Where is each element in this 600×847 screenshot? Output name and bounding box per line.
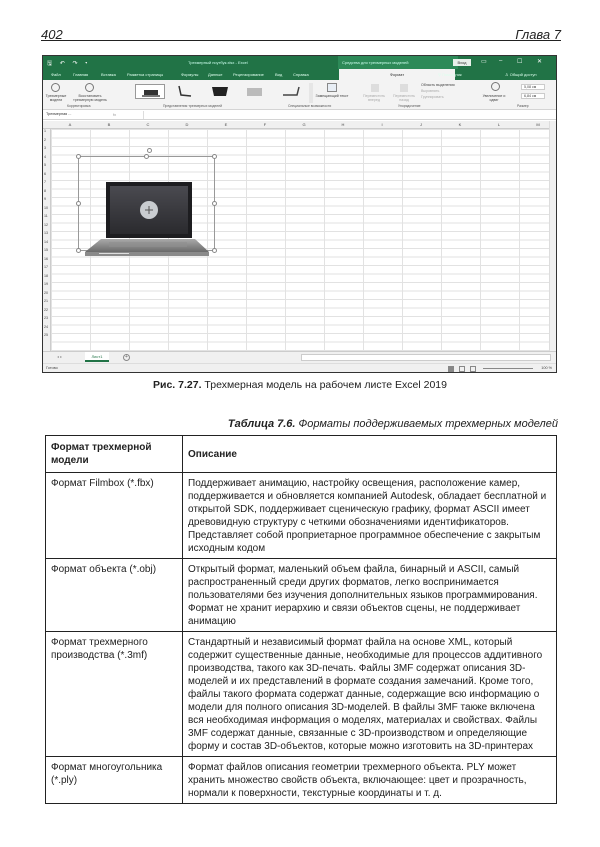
resize-handle[interactable] (76, 154, 81, 159)
excel-titlebar (43, 56, 556, 69)
excel-screenshot (42, 55, 557, 373)
vertical-scrollbar[interactable] (549, 121, 556, 351)
row-header[interactable]: 23 (44, 316, 48, 320)
row-header[interactable]: 15 (44, 248, 48, 252)
table-row (46, 473, 557, 559)
table-caption-text: Форматы поддерживаемых трехмерных моделей (295, 418, 558, 430)
maximize-icon[interactable]: ☐ (517, 59, 523, 65)
minimize-icon[interactable]: – (499, 58, 503, 64)
row-header[interactable]: 21 (44, 299, 48, 303)
page-layout-view-icon[interactable] (459, 366, 465, 372)
header-description: Описание (183, 436, 557, 473)
group-views-label: Представления трехмерных моделей (163, 104, 222, 108)
selection-pane-button[interactable]: Область выделения (421, 83, 455, 87)
format-cell: Формат объекта (*.obj) (46, 559, 183, 632)
page-break-view-icon[interactable] (470, 366, 476, 372)
group-accessibility-label: Специальные возможности (288, 104, 332, 108)
group-arrange-label: Упорядочение (398, 104, 421, 108)
send-backward-icon (400, 84, 408, 92)
tab-formulas[interactable]: Формулы (181, 72, 199, 77)
alt-text-button[interactable]: Замещающий текст (315, 94, 349, 98)
row-header[interactable]: 16 (44, 256, 48, 261)
formula-bar (43, 110, 556, 120)
share-button[interactable]: ♙ Общий доступ (505, 72, 537, 77)
resize-handle[interactable] (212, 248, 217, 253)
row-header[interactable]: 22 (44, 307, 48, 312)
status-bar (43, 363, 557, 373)
formula-input[interactable] (143, 111, 550, 119)
tab-format[interactable]: Формат (339, 69, 455, 80)
laptop-3d-model[interactable] (81, 182, 211, 260)
formats-table (45, 435, 557, 804)
row-header[interactable]: 12 (44, 222, 48, 227)
row-header[interactable]: 13 (44, 231, 48, 235)
chapter-title: Глава 7 (515, 27, 561, 42)
row-header[interactable]: 25 (44, 333, 48, 337)
column-header[interactable]: C (146, 122, 150, 127)
column-header[interactable]: G (302, 122, 306, 127)
page-header (41, 27, 561, 41)
figure-caption (0, 379, 600, 391)
zoom-slider[interactable] (483, 368, 533, 369)
column-headers (43, 121, 551, 129)
height-input[interactable]: 5,08 см (521, 84, 545, 90)
bring-forward-button[interactable]: Переместить вперед (362, 94, 386, 102)
resize-handle[interactable] (144, 154, 149, 159)
row-header[interactable]: 17 (44, 265, 48, 269)
pan-zoom-icon (491, 82, 500, 91)
width-input[interactable]: 6,84 см (521, 93, 545, 99)
table-header-row (46, 436, 557, 473)
ribbon-display-icon[interactable]: ▭ (481, 59, 487, 65)
column-header[interactable]: J (420, 122, 422, 127)
sheet-tabs-bar (43, 351, 557, 363)
tab-review[interactable]: Рецензирование (233, 72, 264, 77)
view-buttons[interactable] (448, 366, 478, 372)
column-header[interactable]: D (185, 122, 189, 127)
send-backward-button[interactable]: Переместить назад (392, 94, 416, 102)
gallery-scroll[interactable] (309, 83, 313, 103)
status-text: Готово (46, 366, 58, 370)
reset-3d-model-button[interactable]: Восстановить трехмерную модель (73, 94, 107, 102)
row-header[interactable]: 10 (44, 205, 48, 210)
tab-insert[interactable]: Вставка (101, 72, 116, 77)
sign-in-button[interactable]: Вход (453, 59, 471, 66)
row-header[interactable]: 24 (44, 324, 48, 329)
add-sheet-icon[interactable]: + (123, 354, 130, 361)
row-header[interactable]: 1 (44, 129, 46, 133)
column-header[interactable]: A (68, 122, 72, 127)
share-label: Общий доступ (509, 72, 537, 77)
view-angle[interactable] (275, 84, 305, 99)
tab-file[interactable]: Файл (51, 72, 61, 77)
normal-view-icon[interactable] (448, 366, 454, 372)
table-caption (228, 418, 558, 430)
reset-model-icon (85, 83, 94, 92)
quick-access-toolbar[interactable]: 🖫 ↶ ↷ ▾ (47, 61, 91, 67)
view-side[interactable] (169, 84, 199, 99)
row-header[interactable]: 11 (44, 214, 48, 218)
row-header[interactable]: 5 (44, 163, 46, 167)
tab-help[interactable]: Справка (293, 72, 309, 77)
figure-label: Рис. 7.27. (153, 379, 202, 391)
tab-view[interactable]: Вид (275, 72, 283, 77)
row-header[interactable]: 20 (44, 290, 48, 295)
tab-home[interactable]: Главная (73, 72, 89, 77)
description-cell: Открытый формат, маленький объем файла, бинарный и ASCII, самый распространенный среди других форматов, легко воспринимается пользователями без изучения дополнительных языков программирования. Формат не хранит иерархию и связи объектов сцены, не поддерживает анимацию (183, 559, 557, 632)
column-header[interactable]: B (107, 122, 111, 127)
horizontal-scrollbar[interactable] (301, 354, 551, 361)
table-row (46, 757, 557, 804)
table-label: Таблица 7.6. (227, 418, 296, 430)
sheet-nav-arrows[interactable]: ◂ ▸ (57, 354, 63, 359)
resize-handle[interactable] (212, 154, 217, 159)
column-header[interactable]: H (341, 122, 345, 127)
row-header[interactable]: 18 (44, 273, 48, 278)
column-header[interactable]: L (497, 122, 501, 127)
view-top[interactable] (239, 84, 269, 99)
table-row (46, 632, 557, 757)
alt-text-icon (327, 83, 337, 92)
group-adjust-label: Корректировка (67, 104, 91, 108)
column-header[interactable]: E (224, 122, 228, 127)
row-header[interactable]: 9 (44, 197, 46, 201)
figure-caption-text: Трехмерная модель на рабочем листе Excel 2019 (201, 379, 447, 391)
column-header[interactable]: F (263, 122, 267, 127)
3d-models-button[interactable]: Трехмерные модели (45, 94, 67, 102)
row-header[interactable]: 6 (44, 171, 46, 176)
tell-me-search[interactable]: ⚲ Помощник (438, 72, 462, 77)
row-header[interactable]: 7 (44, 180, 46, 184)
format-cell: Формат многоугольника (*.ply) (46, 757, 183, 804)
pan-zoom-button[interactable]: Увеличение и сдвиг (482, 94, 506, 102)
ribbon-tabs (43, 69, 556, 80)
column-header[interactable]: K (458, 122, 462, 127)
bring-forward-icon (371, 84, 379, 92)
group-button[interactable]: Группировать (421, 95, 444, 99)
align-button[interactable]: Выровнять (421, 89, 440, 93)
rotate-handle-icon[interactable] (147, 148, 152, 153)
close-icon[interactable]: ✕ (537, 59, 543, 65)
zoom-level[interactable]: 100 % (541, 366, 552, 370)
format-cell: Формат трехмерного производства (*.3mf) (46, 632, 183, 757)
description-cell: Формат файлов описания геометрии трехмерного объекта. PLY может хранить множество свойств объекта, включающее: цвет и прозрачность, нормали к поверхности, текстурные координаты и т. д. (183, 757, 557, 804)
view-front[interactable] (135, 84, 165, 99)
column-header[interactable]: I (381, 122, 383, 127)
row-header[interactable]: 8 (44, 188, 46, 193)
sheet-tab-list1[interactable]: Лист1 (85, 352, 109, 362)
description-cell: Стандартный и независимый формат файла на основе XML, который содержит существенные данные, необходимые для процессов аддитивного производства, такого как 3D-печать. Файлы 3MF содержат описания 3D-моделей и их представлений в формате создания замечаний. Кроме того, файлы такого формата содержат данные, содержащие всю информацию о модели для полного описания 3D-моделей. В файлы 3MF также включена вся необходимая информация о моделях, материалах и свойствах. Файлы 3MF содержат данные, связанные с 3D-производством и определяющие форму и состав 3D-объектов, которые можно изготовить на 3D-принтерах (183, 632, 557, 757)
group-size-label: Размер (517, 104, 529, 108)
fx-icon[interactable]: fx (113, 112, 117, 117)
header-format: Формат трехмерной модели (46, 436, 183, 473)
row-header[interactable]: 3 (44, 146, 46, 150)
column-header[interactable]: M (536, 122, 540, 127)
row-header[interactable]: 2 (44, 137, 46, 142)
name-box[interactable]: Трехмерная ... (46, 112, 72, 116)
context-tab-group: Средства для трехмерных моделей (338, 56, 458, 69)
row-header[interactable]: 4 (44, 154, 46, 159)
row-header[interactable]: 14 (44, 239, 48, 244)
tab-data[interactable]: Данные (208, 72, 223, 77)
page-number: 402 (41, 27, 63, 42)
tab-page-layout[interactable]: Разметка страницы (127, 72, 164, 77)
ribbon (43, 80, 556, 110)
row-headers (43, 129, 51, 351)
row-header[interactable]: 19 (44, 282, 48, 286)
window-title: Трехмерный ноутбук.xlsx - Excel (188, 60, 248, 65)
description-cell: Поддерживает анимацию, настройку освещения, расположение камер, поддерживается и обновляется компанией Autodesk, обладает бесплатной и открытой SDK, поддерживает сценическую графику, формат ASCII имеет древовидную структуру с четкими обозначениями идентификаторов. Представляет собой проприетарное программное обеспечение с закрытым исходным кодом (183, 473, 557, 559)
table-row (46, 559, 557, 632)
view-back[interactable] (205, 84, 235, 99)
cube-icon (51, 83, 60, 92)
3d-views-gallery (133, 83, 313, 101)
tell-me-label: Помощник (442, 72, 462, 77)
resize-handle[interactable] (212, 201, 217, 206)
format-cell: Формат Filmbox (*.fbx) (46, 473, 183, 559)
